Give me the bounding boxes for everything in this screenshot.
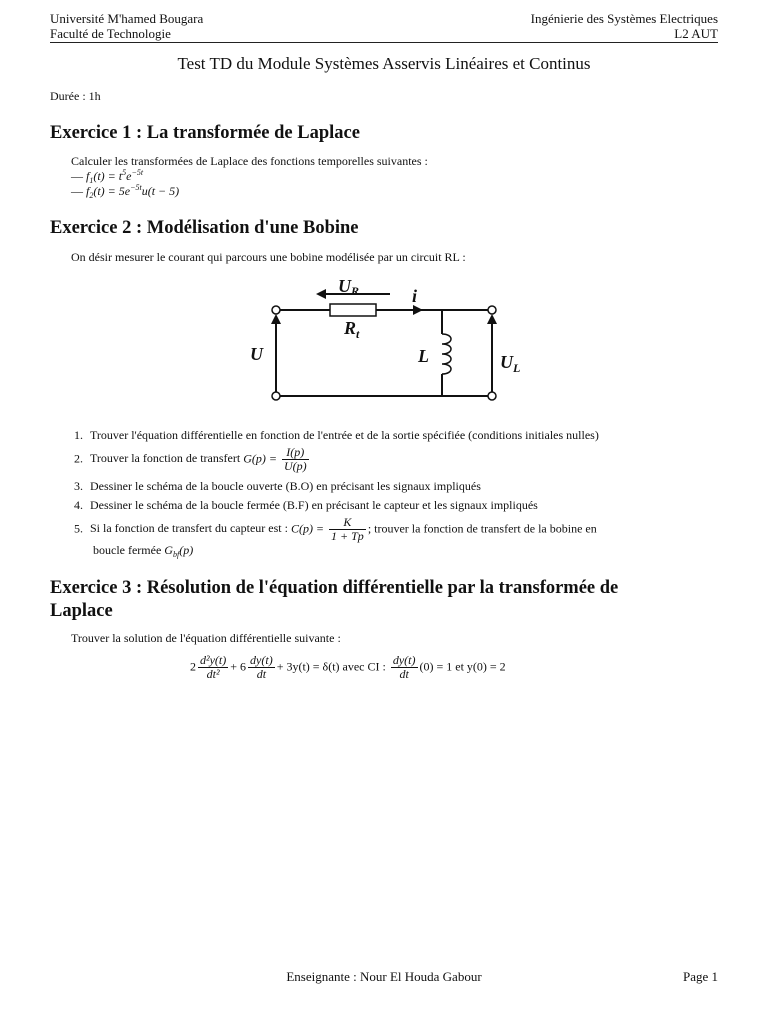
ur-label-sub: R bbox=[351, 284, 360, 298]
differential-equation: 2 $\frac{\text{d²y(t)}}{\text{dt²}}$ + 6 $\frac{dy(t)}{dt}$ + 3y(t) = δ(t) avec CI : $\frac{dy(t)}{dt}$ (0) = 1 et y(0) = 2 bbox=[190, 653, 506, 681]
ex3-heading-line1: Exercice 3 : Résolution de l'équation différentielle par la transformée de bbox=[50, 578, 619, 598]
university-name: Université M'hamed Bougara bbox=[50, 11, 204, 26]
class-level: L2 AUT bbox=[674, 26, 718, 41]
header-left bbox=[50, 11, 203, 41]
question-4: 4. Dessiner le schéma de la boucle fermée (B.F) en précisant le capteur et les signaux impliqués bbox=[74, 498, 538, 512]
duration: Durée : 1h bbox=[50, 89, 101, 103]
terminal-top-left bbox=[272, 306, 280, 314]
rt-label: R bbox=[344, 318, 357, 338]
ul-label: U bbox=[500, 352, 513, 372]
current-arrowhead bbox=[413, 305, 423, 315]
question-5-line2: boucle fermée $G_{bf}(p)$ bbox=[93, 543, 194, 559]
resistor bbox=[330, 304, 376, 316]
ex1-heading: Exercice 1 : La transformée de Laplace bbox=[50, 123, 360, 143]
ex3-intro: Trouver la solution de l'équation différentielle suivante : bbox=[71, 631, 341, 645]
terminal-top-right bbox=[488, 306, 496, 314]
svg-text:Rt bbox=[343, 318, 360, 341]
u-arrowhead bbox=[271, 314, 281, 324]
first-derivative: $\frac{dy(t)}{dt}$ bbox=[250, 653, 273, 681]
ex2-intro: On désir mesurer le courant qui parcours une bobine modélisée par un circuit RL : bbox=[71, 250, 466, 264]
current-label: i bbox=[412, 286, 418, 306]
ex1-item-1: — $f_1(t) = t^5e^{-5t}$ bbox=[71, 168, 144, 185]
rl-circuit-diagram bbox=[240, 270, 530, 410]
svg-text:UR bbox=[338, 276, 359, 298]
second-derivative: $\frac{\text{d²y(t)}}{\text{dt²}}$ bbox=[200, 653, 227, 681]
terminal-bottom-left bbox=[272, 392, 280, 400]
ul-arrowhead bbox=[487, 314, 497, 324]
question-3: 3. Dessiner le schéma de la boucle ouverte (B.O) en précisant les signaux impliqués bbox=[74, 479, 481, 493]
teacher-name: Enseignante : Nour El Houda Gabour bbox=[286, 969, 482, 984]
ur-arrowhead bbox=[316, 289, 326, 299]
dash: — bbox=[71, 169, 83, 183]
ul-label-sub: L bbox=[513, 361, 521, 375]
ex1-intro: Calculer les transformées de Laplace des fonctions temporelles suivantes : bbox=[71, 154, 428, 168]
ex2-heading: Exercice 2 : Modélisation d'une Bobine bbox=[50, 218, 359, 238]
header-right bbox=[531, 11, 718, 41]
page-number: Page 1 bbox=[682, 969, 718, 984]
page-title: Test TD du Module Systèmes Asservis Linéaires et Continus bbox=[177, 54, 591, 73]
transfer-fraction: $\frac{I(p)}{U(p)}$ bbox=[283, 445, 307, 473]
inductor-coil bbox=[442, 334, 451, 374]
initial-derivative: $\frac{dy(t)}{dt}$ bbox=[392, 653, 416, 681]
dash: — bbox=[71, 184, 83, 198]
ex3-heading bbox=[50, 577, 720, 623]
question-1: 1. Trouver l'équation différentielle en fonction de l'entrée et de la sortie spécifiée (conditions initiales nulles) bbox=[74, 428, 599, 442]
ex1-item-2: — $f_2(t) = 5e^{-5t}u(t - 5)$ bbox=[71, 183, 180, 200]
u-label: U bbox=[250, 344, 263, 364]
header-rule bbox=[50, 42, 718, 43]
ur-label: U bbox=[338, 276, 351, 296]
ex3-heading-line2: Laplace bbox=[50, 601, 113, 621]
l-label: L bbox=[418, 346, 429, 366]
rt-label-sub: t bbox=[356, 327, 360, 341]
svg-text:UL bbox=[500, 352, 520, 375]
department-name: Ingénierie des Systèmes Electriques bbox=[530, 11, 718, 26]
terminal-bottom-right bbox=[488, 392, 496, 400]
faculty-name: Faculté de Technologie bbox=[50, 26, 171, 41]
question-5: 5. Si la fonction de transfert du capteur est : C(p) = $\frac{K}{1 + Tp}$ ; trouver la fonction de transfert de la bobine en bbox=[74, 515, 597, 543]
sensor-fraction: $\frac{K}{1 + Tp}$ bbox=[331, 515, 364, 543]
question-2: 2. Trouver la fonction de transfert G(p) = $\frac{I(p)}{U(p)}$ bbox=[74, 445, 307, 473]
